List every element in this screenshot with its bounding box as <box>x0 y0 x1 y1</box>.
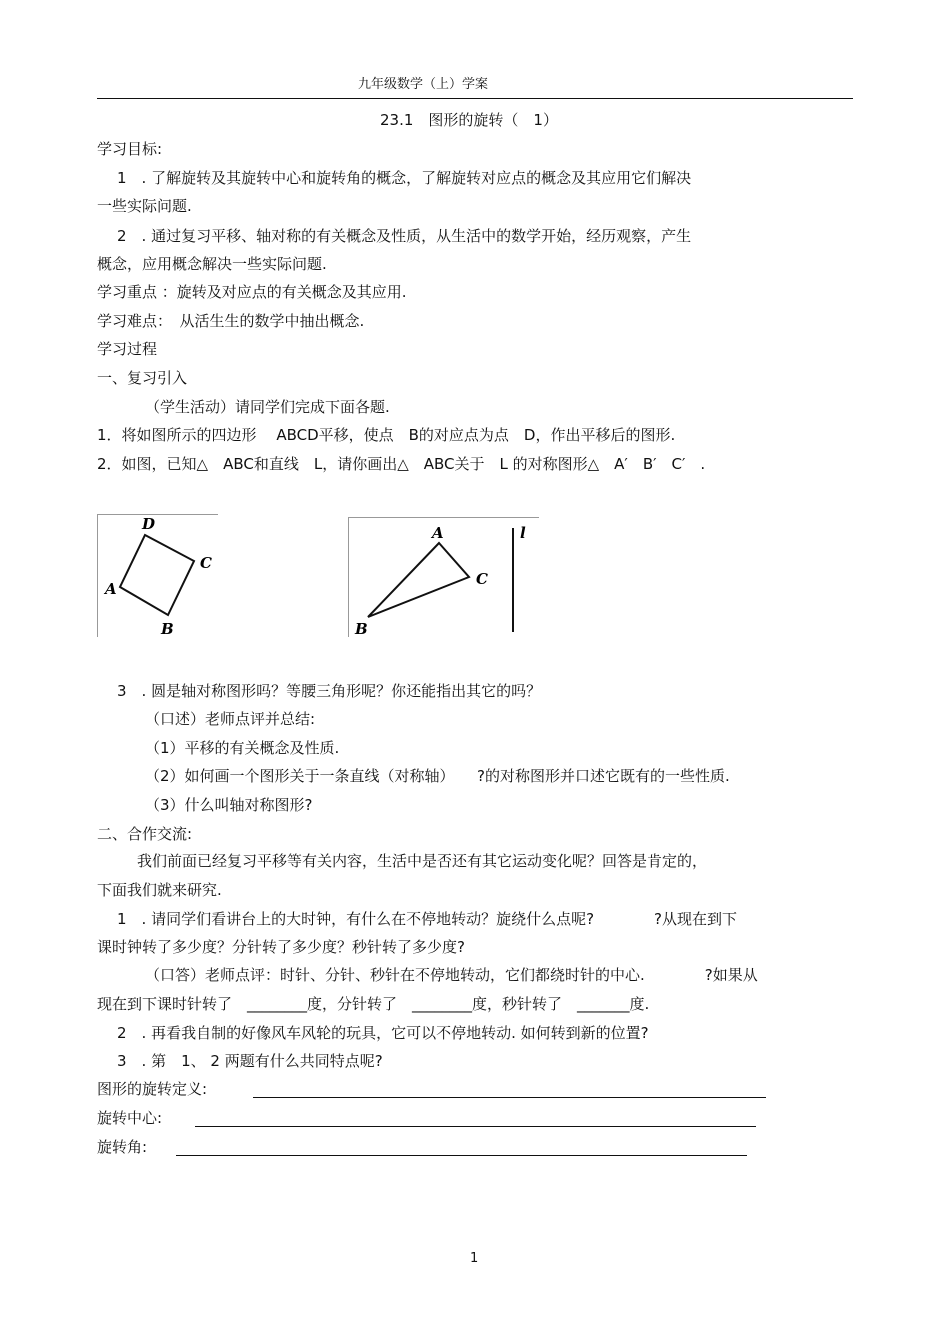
quadrilateral-shape <box>120 535 194 615</box>
label-A: A <box>105 580 117 598</box>
rotation-center-blank[interactable] <box>195 1126 756 1127</box>
process-label: 学习过程 <box>97 340 158 358</box>
question-1: 1．将如图所示的四边形 ABCD平移，使点 B的对应点为点 D，作出平移后的图形. <box>97 426 676 444</box>
triangle-diagram <box>349 518 539 637</box>
objectives-label: 学习目标: <box>97 140 163 158</box>
triangle-shape <box>368 543 469 617</box>
label-B: B <box>355 620 368 637</box>
page-number: 1 <box>470 1251 479 1266</box>
oral-answer-line-1: （口答）老师点评：时针、分针、秒针在不停地转动，它们都绕时针的中心. ?如果从 <box>145 966 758 984</box>
label-A: A <box>432 524 444 542</box>
summary-2: （2）如何画一个图形关于一条直线（对称轴） ?的对称图形并口述它既有的一些性质. <box>145 767 730 785</box>
cooperation-2: 2 . 再看我自制的好像风车风轮的玩具，它可以不停地转动. 如何转到新的位置? <box>117 1024 649 1042</box>
definition-label: 图形的旋转定义: <box>97 1080 208 1098</box>
header-rule <box>97 98 853 99</box>
rotation-angle-label: 旋转角: <box>97 1138 148 1156</box>
label-C: C <box>200 554 212 572</box>
quadrilateral-diagram <box>98 515 218 637</box>
cooperation-1-line-2: 课时钟转了多少度？分针转了多少度？秒针转了多少度? <box>97 938 465 956</box>
question-3: 3 . 圆是轴对称图形吗？等腰三角形呢？你还能指出其它的吗？ <box>117 682 542 700</box>
figure-triangle <box>348 517 539 637</box>
question-2: 2．如图，已知△ ABC和直线 L，请你画出△ ABC关于 L 的对称图形△ A′ B′ C′ . <box>97 455 706 473</box>
page-title: 23.1 图形的旋转（ 1） <box>380 111 558 129</box>
definition-blank[interactable] <box>253 1097 766 1098</box>
intro-line-1: 我们前面已经复习平移等有关内容，生活中是否还有其它运动变化呢？回答是肯定的， <box>137 852 708 870</box>
summary-3: （3）什么叫轴对称图形? <box>145 796 313 814</box>
label-D: D <box>142 515 156 533</box>
objective-1-line-1: 1 . 了解旋转及其旋转中心和旋转角的概念，了解旋转对应点的概念及其应用它们解决 <box>117 169 692 187</box>
oral-answer-line-2: 现在到下课时针转了 ________度，分针转了 ________度，秒针转了 _______度. <box>97 995 650 1013</box>
cooperation-3: 3 . 第 1、 2 两题有什么共同特点呢? <box>117 1052 383 1070</box>
section-1-title: 一、复习引入 <box>97 369 188 387</box>
rotation-center-label: 旋转中心: <box>97 1109 163 1127</box>
objective-2-line-1: 2 . 通过复习平移、轴对称的有关概念及性质，从生活中的数学开始，经历观察，产生 <box>117 227 692 245</box>
label-C: C <box>476 570 488 588</box>
figure-quadrilateral <box>97 514 218 637</box>
difficulty: 学习难点： 从活生生的数学中抽出概念. <box>97 312 365 330</box>
objective-2-line-2: 概念，应用概念解决一些实际问题. <box>97 255 327 273</box>
section-2-title: 二、合作交流: <box>97 825 193 843</box>
intro-line-2: 下面我们就来研究. <box>97 881 222 899</box>
student-activity: （学生活动）请同学们完成下面各题. <box>145 398 390 416</box>
cooperation-1-line-1: 1 . 请同学们看讲台上的大时钟，有什么在不停地转动？旋绕什么点呢? ?从现在到下 <box>117 910 738 928</box>
label-B: B <box>161 620 174 637</box>
rotation-angle-blank[interactable] <box>176 1155 747 1156</box>
oral-summary: （口述）老师点评并总结: <box>145 710 316 728</box>
page-header: 九年级数学（上）学案 <box>358 77 489 92</box>
label-l: l <box>520 524 526 542</box>
objective-1-line-2: 一些实际问题. <box>97 197 192 215</box>
key-point: 学习重点 ：旋转及对应点的有关概念及其应用. <box>97 283 407 301</box>
summary-1: （1）平移的有关概念及性质. <box>145 739 340 757</box>
